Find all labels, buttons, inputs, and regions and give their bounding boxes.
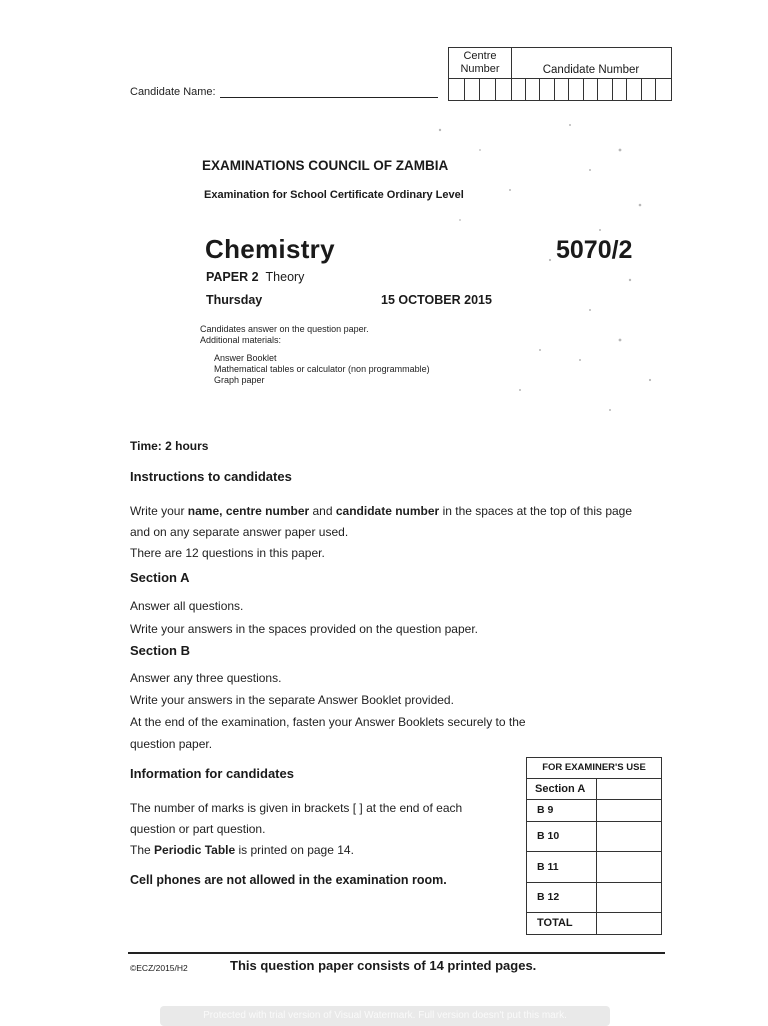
paper-code: 5070/2	[556, 236, 633, 264]
centre-number-cell[interactable]	[465, 79, 481, 100]
candidate-number-cell[interactable]	[511, 79, 526, 100]
section-b-line: Answer any three questions.	[130, 671, 282, 685]
section-a-line: Write your answers in the spaces provided on the question paper.	[130, 622, 478, 636]
candidate-number-label: Candidate Number	[542, 64, 640, 76]
examiner-row-label: B 11	[527, 852, 597, 882]
material-item: Answer Booklet	[214, 353, 277, 363]
instruction-line: There are 12 questions in this paper.	[130, 546, 325, 560]
candidate-number-cell[interactable]	[555, 79, 570, 100]
information-line: The Periodic Table is printed on page 14.	[130, 843, 354, 857]
candidate-name-label: Candidate Name:	[130, 86, 216, 98]
exam-subtitle: Examination for School Certificate Ordinary Level	[204, 189, 464, 201]
examiner-row	[527, 778, 661, 799]
paper-number: PAPER 2	[206, 270, 259, 284]
centre-number-label: Centre Number	[460, 50, 500, 75]
section-b-line: At the end of the examination, fasten your Answer Booklets securely to the question paper.	[130, 715, 526, 751]
instructions-text	[130, 501, 650, 564]
section-b-heading: Section B	[130, 643, 190, 658]
watermark: Protected with trial version of Visual Watermark. Full version doesn't put this mark.	[160, 1006, 610, 1026]
subject-title: Chemistry	[205, 234, 335, 264]
candidate-number-cell[interactable]	[526, 79, 541, 100]
candidate-number-cell[interactable]	[642, 79, 657, 100]
candidate-number-box	[448, 47, 672, 101]
centre-number-cells[interactable]	[449, 79, 511, 100]
candidate-number-cell[interactable]	[613, 79, 628, 100]
information-heading: Information for candidates	[130, 766, 294, 781]
centre-number-cell[interactable]	[449, 79, 465, 100]
exam-date: 15 OCTOBER 2015	[381, 293, 492, 307]
candidate-number-cell[interactable]	[569, 79, 584, 100]
candidate-name-field[interactable]	[220, 97, 438, 98]
examiner-mark-cell[interactable]	[597, 800, 661, 821]
exam-day: Thursday	[206, 293, 263, 307]
material-item: Mathematical tables or calculator (non programmable)	[214, 364, 430, 374]
phones-notice: Cell phones are not allowed in the examination room.	[130, 873, 447, 887]
materials-list	[214, 353, 430, 386]
examiner-mark-cell[interactable]	[597, 913, 661, 934]
centre-number-cell[interactable]	[480, 79, 496, 100]
instructions-heading: Instructions to candidates	[130, 469, 292, 484]
examiner-row-label: TOTAL	[527, 913, 597, 934]
candidate-number-cell[interactable]	[598, 79, 613, 100]
centre-number-cell[interactable]	[496, 79, 512, 100]
candidate-number-cell[interactable]	[584, 79, 599, 100]
examiner-mark-cell[interactable]	[597, 852, 661, 882]
examiner-row	[527, 882, 661, 912]
candidate-number-cells[interactable]	[511, 79, 671, 100]
section-a-heading: Section A	[130, 570, 190, 585]
candidate-number-cell[interactable]	[540, 79, 555, 100]
examiner-table	[526, 757, 662, 935]
footer-text: This question paper consists of 14 printed pages.	[230, 958, 537, 973]
examiner-row-label: B 10	[527, 822, 597, 851]
section-b-text	[130, 667, 550, 755]
candidate-notes	[200, 324, 369, 346]
candidate-number-cell[interactable]	[656, 79, 671, 100]
examiner-row	[527, 851, 661, 882]
examiner-mark-cell[interactable]	[597, 883, 661, 912]
examiner-row-label: B 9	[527, 800, 597, 821]
exam-time: Time: 2 hours	[130, 439, 209, 453]
information-text	[130, 798, 510, 861]
footer-code: ©ECZ/2015/H2	[130, 963, 188, 973]
examiner-row-label: Section A	[527, 779, 597, 799]
information-line: The number of marks is given in brackets [ ] at the end of each question or part question.	[130, 801, 463, 836]
candidate-note: Candidates answer on the question paper.	[200, 324, 369, 334]
examiner-mark-cell[interactable]	[597, 779, 661, 799]
examiner-row	[527, 912, 661, 934]
council-name: EXAMINATIONS COUNCIL OF ZAMBIA	[202, 158, 449, 173]
section-a-line: Answer all questions.	[130, 599, 244, 613]
examiner-mark-cell[interactable]	[597, 822, 661, 851]
paper-type: Theory	[265, 270, 305, 284]
footer-rule	[128, 952, 665, 954]
section-a-text	[130, 595, 650, 641]
instruction-line: Write your name, centre number and candidate number in the spaces at the top of this page and on any separate answer paper used.	[130, 504, 633, 539]
examiner-row	[527, 799, 661, 821]
examiner-table-title: FOR EXAMINER'S USE	[542, 762, 646, 773]
candidate-number-cell[interactable]	[627, 79, 642, 100]
examiner-row-label: B 12	[527, 883, 597, 912]
examiner-row	[527, 821, 661, 851]
section-b-line: Write your answers in the separate Answer Booklet provided.	[130, 693, 454, 707]
paper-label	[206, 270, 304, 284]
scan-noise	[420, 110, 670, 420]
candidate-note: Additional materials:	[200, 335, 282, 345]
material-item: Graph paper	[214, 375, 265, 385]
